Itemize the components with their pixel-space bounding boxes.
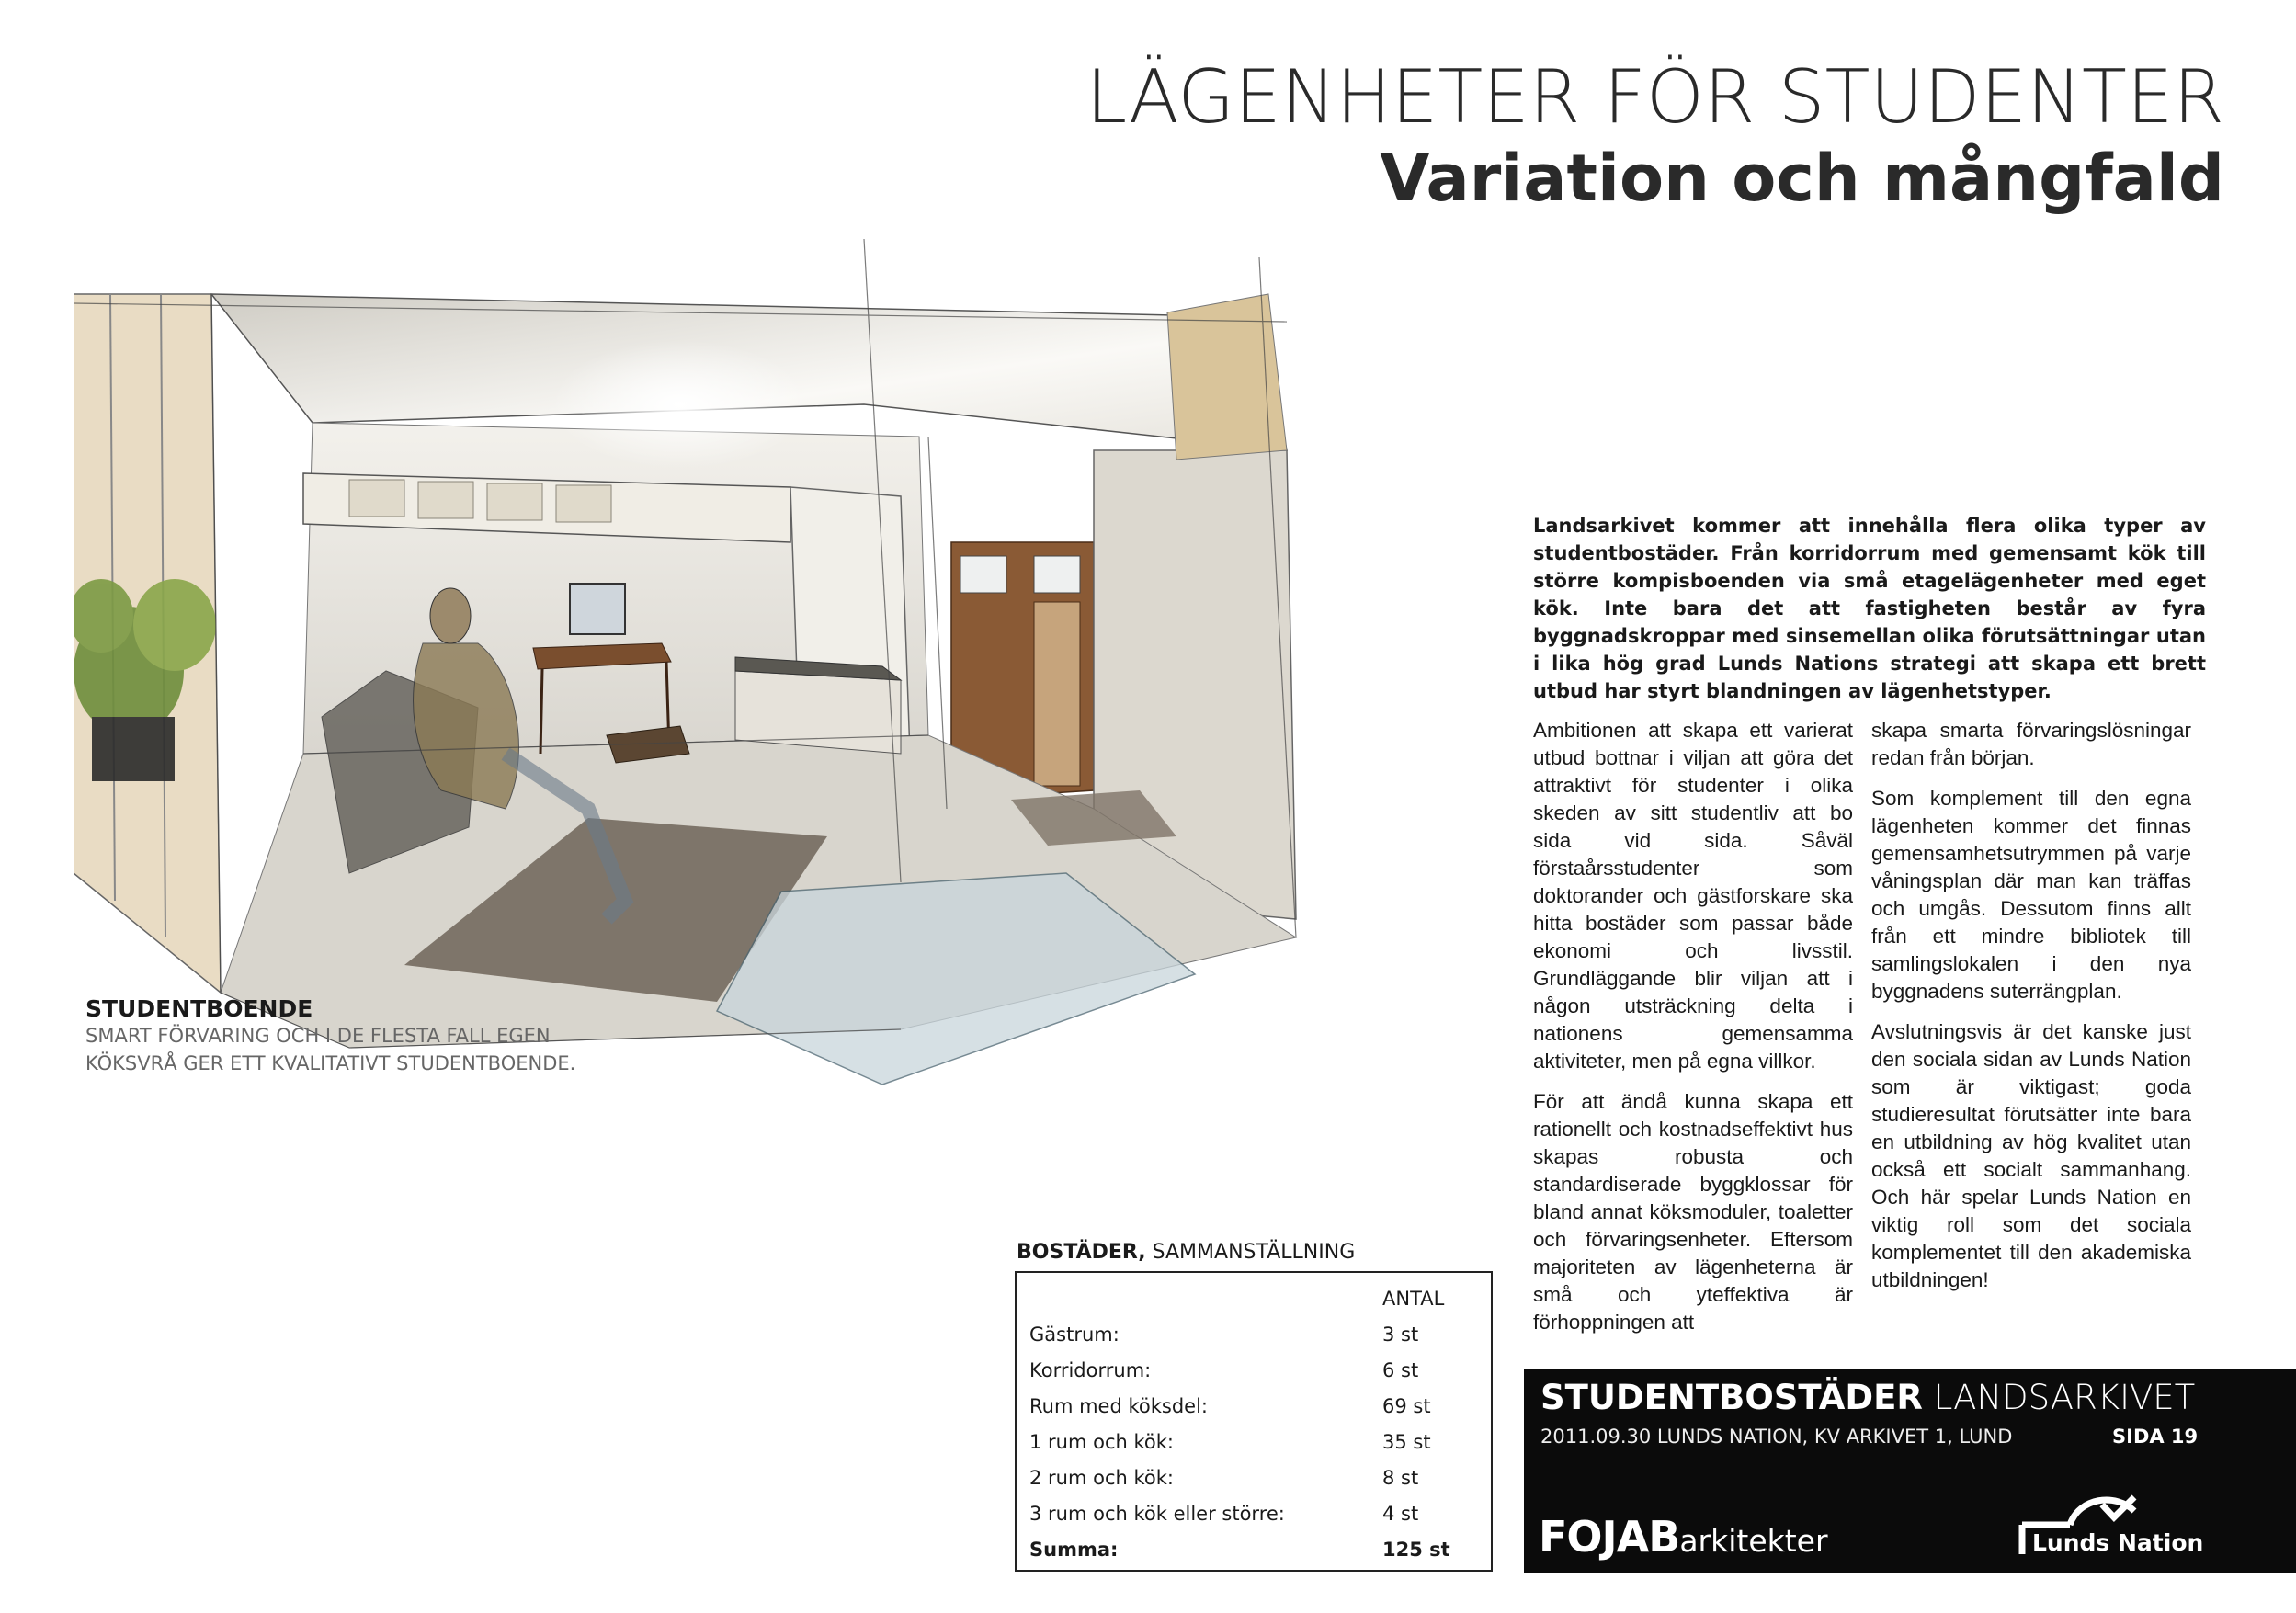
text-column-1 xyxy=(1533,717,1853,1349)
caption-title: STUDENTBOENDE xyxy=(85,995,313,1022)
interior-sketch-illustration xyxy=(74,239,1434,1085)
row-label: Rum med köksdel: xyxy=(1029,1394,1208,1417)
project-title-bold: STUDENTBOSTÄDER xyxy=(1540,1378,1923,1417)
table-row xyxy=(1029,1460,1450,1495)
housing-summary-table xyxy=(1015,1271,1493,1572)
body-paragraph: Ambitionen att skapa ett varierat utbud bottnar i viljan att göra det attraktivt för studenter i olika skeden av sitt studentliv att bo sida vid sida. Såväl förstaårsstudenter som doktorander och gästforskare ska hitta bostäder som passar både ekonomi och livsstil. Grundläggande blir viljan att i någon utsträckning delta i nationens gemensamma aktiviteter, men på egna villkor. xyxy=(1533,719,1853,1073)
fojab-logo-bold: FOJAB xyxy=(1539,1512,1680,1562)
row-label: 3 rum och kök eller större: xyxy=(1029,1502,1285,1525)
table-row xyxy=(1029,1424,1450,1460)
total-value: 125 st xyxy=(1382,1538,1450,1561)
row-value: 35 st xyxy=(1382,1430,1431,1453)
row-value: 6 st xyxy=(1382,1358,1419,1381)
fojab-logo-rest: arkitekter xyxy=(1679,1523,1828,1559)
row-value: 69 st xyxy=(1382,1394,1431,1417)
housing-table-heading xyxy=(1017,1241,1355,1264)
table-heading-rest: SAMMANSTÄLLNING xyxy=(1145,1241,1356,1264)
table-total-row xyxy=(1029,1531,1450,1567)
text-column-2 xyxy=(1871,717,2191,1307)
project-title-light: LANDSARKIVET xyxy=(1933,1378,2196,1417)
lead-paragraph: Landsarkivet kommer att innehålla flera olika typer av studentbostäder. Från korridorrum med gemensamt kök till större kompisboenden via små etagelägenheter med eget kök. Inte bara det att fastigheten består av fyra byggnadskroppar med sinsemellan olika förutsättningar utan i lika hög grad Lunds Nations strategi att skapa ett brett utbud har styrt blandningen av lägenhetstyper. xyxy=(1533,515,2206,702)
page-number: SIDA 19 xyxy=(2112,1426,2199,1448)
body-paragraph: För att ändå kunna skapa ett rationellt och kostnadseffektivt hus skapas robusta och standardiserade byggklossar för bland annat köksmoduler, toaletter och förvaringsenheter. Eftersom majoriteten av lägenheterna är små och yteffektiva är förhoppningen att xyxy=(1533,1090,1853,1334)
fojab-logo xyxy=(1539,1512,1828,1562)
total-label: Summa: xyxy=(1029,1538,1119,1561)
table-row xyxy=(1029,1316,1450,1352)
body-paragraph: skapa smarta förvaringslösningar redan från början. xyxy=(1871,719,2191,769)
caption-line: KÖKSVRÅ GER ETT KVALITATIVT STUDENTBOENDE. xyxy=(85,1052,576,1074)
row-value: 4 st xyxy=(1382,1502,1419,1525)
row-value: 3 st xyxy=(1382,1323,1419,1346)
page-subtitle: Variation och mångfald xyxy=(1380,141,2224,216)
project-title xyxy=(1540,1378,2195,1417)
row-label: 2 rum och kök: xyxy=(1029,1466,1174,1489)
page-title: LÄGENHETER FÖR STUDENTER xyxy=(1085,54,2224,140)
illustration-caption xyxy=(85,995,655,1077)
body-paragraph: Avslutningsvis är det kanske just den sociala sidan av Lunds Nation som är viktigast; goda studieresultat förutsätter inte bara en utbildning av hög kvalitet utan också ett socialt sammanhang. Och här spelar Lunds Nation en viktig roll som det sociala komplementet till den akademiska utbildningen! xyxy=(1871,1020,2191,1291)
table-row xyxy=(1029,1495,1450,1531)
row-value: 8 st xyxy=(1382,1466,1419,1489)
lunds-nation-logo-text: Lunds Nation xyxy=(2032,1529,2204,1556)
table-column-header: ANTAL xyxy=(1382,1287,1445,1310)
body-paragraph: Som komplement till den egna lägenheten kommer det finnas gemensamhetsutrymmen på varje våningsplan där man kan träffas och umgås. Dessutom finns allt från ett mindre bibliotek till samlingslokalen i den nya byggnadens suterrängplan. xyxy=(1871,787,2191,1003)
row-label: Gästrum: xyxy=(1029,1323,1120,1346)
project-meta: 2011.09.30 LUNDS NATION, KV ARKIVET 1, LUND xyxy=(1540,1426,2013,1448)
table-row xyxy=(1029,1388,1450,1424)
row-label: Korridorrum: xyxy=(1029,1358,1152,1381)
table-row xyxy=(1029,1352,1450,1388)
row-label: 1 rum och kök: xyxy=(1029,1430,1174,1453)
caption-line: SMART FÖRVARING OCH I DE FLESTA FALL EGEN xyxy=(85,1025,551,1047)
project-info-box xyxy=(1524,1369,2296,1573)
table-heading-bold: BOSTÄDER, xyxy=(1017,1241,1146,1264)
